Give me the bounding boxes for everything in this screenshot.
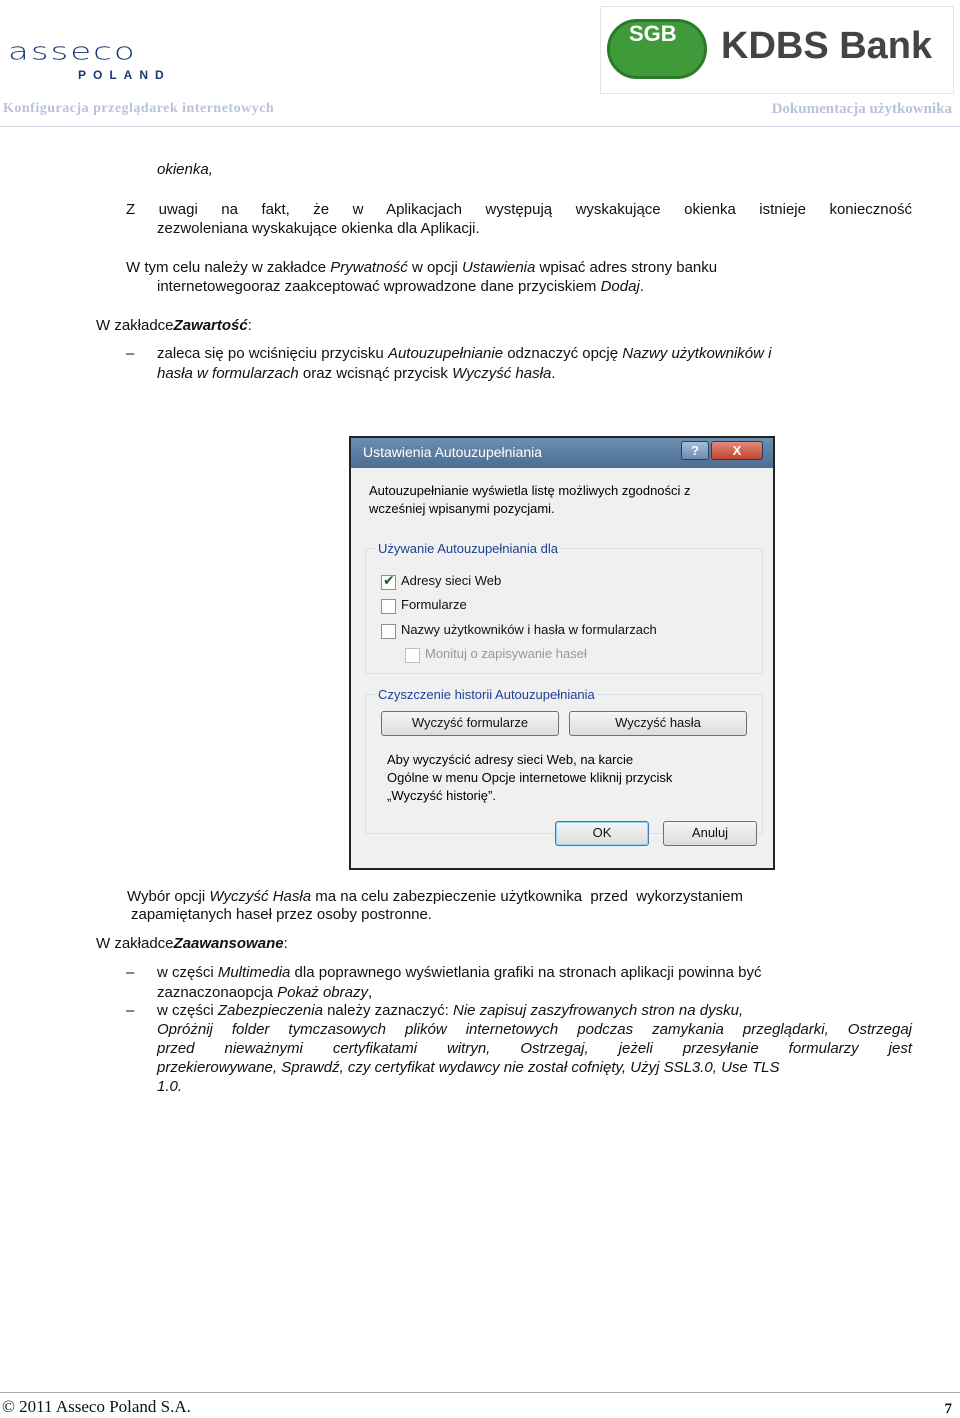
text-span: Wybór opcji [127,888,210,905]
text-span: W tym celu należy w zakładce [126,259,331,276]
bullet-security-line4: przekierowywane, Sprawdź, czy certyfikat wydawcy nie został cofnięty, Użyj SSL3.0, Use TLS [157,1059,780,1076]
bullet-dash: – [126,1002,135,1019]
clear-info-line1: Aby wyczyścić adresy sieci Web, na karcie [387,752,634,767]
bullet-autocomplete-line2 [157,364,555,383]
term-clear-passwords-2: Wyczyść Hasła [209,888,312,905]
text-span: ma na celu zabezpieczenie użytkownika przed wykorzystaniem [311,888,743,905]
text-span: internetowegooraz zaakceptować wprowadzone dane przyciskiem [157,278,601,295]
paragraph-clear-passwords-line2: zapamiętanych haseł przez osoby postronne. [131,906,433,923]
dialog-title: Ustawienia Autouzupełniania [363,444,543,460]
term-add: Dodaj [600,278,640,295]
footer-divider [0,1392,960,1393]
paragraph-privacy-line1 [126,258,912,277]
clear-info-line2: Ogólne w menu Opcje internetowe kliknij przycisk [387,770,673,785]
checkbox-forms[interactable] [381,599,396,614]
term-settings: Ustawienia [461,259,536,276]
paragraph-clear-passwords-line1 [127,887,912,906]
term-passwords-in-forms: hasła w formularzach [157,365,299,382]
doc-title-right: Dokumentacja użytkownika [771,101,952,117]
paragraph-popups-line1: Z uwagi na fakt, że w Aplikacjach występują wyskakujące okienka istnieje konieczność [126,201,912,218]
section-content-heading [96,316,252,335]
option-usernames-passwords[interactable]: Nazwy użytkowników i hasła w formularzach [401,622,657,637]
clear-history-group-title: Czyszczenie historii Autouzupełniania [375,687,598,702]
autocomplete-settings-dialog [349,436,775,870]
term-usernames: Nazwy użytkowników i [622,345,772,362]
asseco-logo [8,38,233,86]
ok-button[interactable]: OK [555,821,649,846]
text-span: oraz wcisnąć przycisk [298,365,453,382]
check-icon: ✔ [383,572,395,588]
term-show-pictures: Pokaż obrazy [277,984,368,1001]
clear-passwords-button[interactable]: Wyczyść hasła [569,711,747,736]
sgb-badge-text: SGB [629,21,677,46]
text-span: w opcji [407,259,462,276]
term-autocomplete: Autouzupełnianie [387,345,504,362]
text-span: w części [157,1002,218,1019]
bullet-security-line1 [157,1001,743,1020]
doc-title-left: Konfiguracja przeglądarek internetowych [3,101,275,116]
text-span: w części [157,964,218,981]
clear-forms-button[interactable]: Wyczyść formularze [381,711,559,736]
bullet-multimedia-line2 [157,983,372,1002]
text-span: : [247,317,252,334]
bank-name: KDBS Bank [721,25,933,67]
checkbox-prompt-save-passwords [405,648,420,663]
bullet-security-line5: 1.0. [157,1078,183,1095]
tab-content-name: Zawartość [173,317,248,334]
term-do-not-save-encrypted: Nie zapisuj zaszyfrowanych stron na dysku, [452,1002,744,1019]
section-advanced-heading [96,934,288,953]
term-clear-passwords: Wyczyść hasła [452,365,552,382]
text-span: W zakładce [96,935,174,952]
text-span: W zakładce [96,317,174,334]
text-span: , [367,984,373,1001]
text-span: dla poprawnego wyświetlania grafiki na stronach aplikacji powinna być [290,964,762,981]
option-forms[interactable]: Formularze [401,597,467,612]
option-prompt-save-passwords: Monituj o zapisywanie haseł [425,646,587,661]
term-security: Zabezpieczenia [217,1002,323,1019]
header-divider [0,126,960,127]
paragraph-privacy-line2 [157,277,644,296]
text-span: zaznaczonaopcja [157,984,278,1001]
dialog-intro-line2: wcześniej wpisanymi pozycjami. [369,501,555,516]
text-span: należy zaznaczyć: [322,1002,453,1019]
checkbox-web-addresses[interactable] [381,572,396,590]
tab-advanced-name: Zaawansowane [173,935,284,952]
bullet-dash: – [126,345,135,362]
text-span: zaleca się po wciśnięciu przycisku [157,345,388,362]
dialog-intro-line1: Autouzupełnianie wyświetla listę możliwych zgodności z [369,483,691,498]
help-button[interactable]: ? [681,441,709,460]
bullet-security-line2: Opróżnij folder tymczasowych plików internetowych podczas zamykania przeglądarki, Ostrzegaj [157,1021,912,1038]
kdbs-bank-logo [600,6,954,94]
dialog-titlebar [351,438,773,468]
dialog-body [357,468,767,862]
text-span: : [283,935,288,952]
checkbox-usernames-passwords[interactable] [381,624,396,639]
text-span: . [551,365,556,382]
clear-info-line3: „Wyczyść historię”. [387,788,496,803]
cancel-button[interactable]: Anuluj [663,821,757,846]
bullet-autocomplete-line1 [157,344,912,363]
term-multimedia: Multimedia [217,964,291,981]
asseco-logo-word: asseco [8,38,137,66]
paragraph-popups-line2: zezwoleniana wyskakujące okienka dla Aplikacji. [157,220,480,237]
option-web-addresses[interactable]: Adresy sieci Web [401,573,502,588]
term-privacy: Prywatność [330,259,408,276]
bullet-dash: – [126,964,135,981]
page-number: 7 [944,1401,952,1417]
bullet-security-line3: przed nieważnymi certyfikatami witryn, Ostrzegaj, jeżeli przesyłanie formularzy jest [157,1040,912,1057]
text-span: wpisać adres strony banku [535,259,718,276]
asseco-logo-sub: POLAND [78,68,171,82]
continuation-text: okienka, [157,161,213,178]
bullet-multimedia-line1 [157,963,761,982]
text-span: odznaczyć opcję [503,345,623,362]
footer-copyright: © 2011 Asseco Poland S.A. [2,1397,191,1416]
text-span: . [639,278,644,295]
use-autocomplete-group-title: Używanie Autouzupełniania dla [375,541,561,556]
close-button[interactable]: X [711,441,763,460]
